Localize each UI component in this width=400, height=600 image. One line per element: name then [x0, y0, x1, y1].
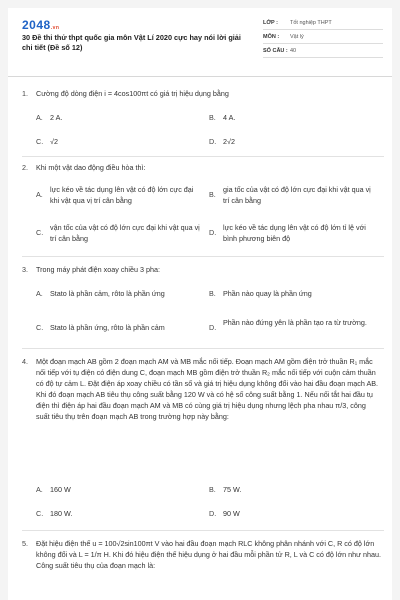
exam-page: 2048.vn 30 Đề thi thử thpt quốc gia môn Vật Lí 2020 cực hay nói lời giải chi tiết (Đề số 12) LỚP : Tốt nghiệp THPT MÔN : Vật lý SỐ CÂU : 40 1. Cường độ dòng điện i = 4cos100πt có giá trị hiệu dụng bằng A. 2 A. B. 4 A. C. √2 D. 2√2 2. Khi một vật dao động điều hòa thì: A. lực kéo về tác dụng lên vật có độ lớn cực đại khi vật qua vị trí cân bằng B. gia tốc của vật có độ lớn cực đại khi vật qua vị trí cân bằng C. vận tốc của vật có độ lớn cực đại khi vật qua vị trí cân bằng D. lực kéo về tác dụng lên vật có độ lớn tỉ lệ với bình phương biên độ 3. Trong máy phát điện xoay chiều 3 pha: A. Stato là phần cảm, rôto là phần ứng B. Phần nào quay là phần ứng C. Stato là phần ứng, rôto là phần cảm D. Phần nào đứng yên là phần tạo ra từ trường. 4. Một đoạn mạch AB gồm 2 đoạn mạch AM và MB mắc nối tiếp. Đoạn mạch AM gồm điện trở thuần R₁ mắc nối tiếp với tụ điện có điện dung C, đoạn mạch MB gồm điện trở thuần R₂ mắc nối tiếp với cuộn cảm thuần có độ tự cảm L. Đặt điện áp xoay chiều có tần số và giá trị hiệu dụng không đổi vào hai đầu đoạn mạch AB. Khi đó đoạn mạch AB tiêu thụ công suất bằng 120 W và có hệ số công suất bằng 1. Nếu nối tắt hai đầu tụ điện thì điện áp hai đầu đoạn mạch AM và MB có cùng giá trị hiệu dụng nhưng lệch pha nhau π/3, công suất tiêu thụ trên đoạn mạch AB trong trường hợp này bằng: A. 160 W B. 75 W. C. 180 W. D. 90 W 5. Đặt hiệu điện thế u = 100√2sin100πt V vào hai đầu đoạn mạch RLC không phân nhánh với C, R có độ lớn không đổi và L = 1/π H. Khi đó hiệu điện thế hiệu dụng ở hai đầu mỗi phần tử R, L và C có độ lớn như nhau. Công suất tiêu thụ của đoạn mạch là: [8, 8, 392, 600]
question-number: 1. [22, 89, 28, 98]
question-text: Cường độ dòng điện i = 4cos100πt có giá trị hiệu dụng bằng [36, 89, 229, 98]
question-number: 2. [22, 163, 28, 172]
meta-question-count: SỐ CÂU : 40 [263, 46, 383, 58]
meta-class: LỚP : Tốt nghiệp THPT [263, 18, 383, 30]
site-logo[interactable]: 2048.vn [22, 18, 60, 32]
question-text: Trong máy phát điện xoay chiều 3 pha: [36, 265, 160, 274]
question-text: Đặt hiệu điện thế u = 100√2sin100πt V vào hai đầu đoạn mạch RLC không phân nhánh với C, R có độ lớn không đổi và L = 1/π H. Khi đó hiệu điện thế hiệu dụng ở hai đầu mỗi phần tử R, L và C có độ lớn như nhau. Công suất tiêu thụ của đoạn mạch là: [36, 539, 381, 570]
question-number: 3. [22, 265, 28, 274]
exam-meta [263, 18, 383, 60]
exam-header [8, 8, 392, 70]
header-divider [8, 76, 392, 77]
question-number: 4. [22, 357, 28, 366]
question-text: Khi một vật dao động điều hòa thì: [36, 163, 146, 172]
question-divider [22, 348, 384, 349]
question-divider [22, 530, 384, 531]
question-divider [22, 256, 384, 257]
question-number: 5. [22, 539, 28, 548]
question-text: Một đoạn mạch AB gồm 2 đoạn mạch AM và MB mắc nối tiếp. Đoạn mạch AM gồm điện trở thuần R₁ mắc nối tiếp với tụ điện có điện dung C, đoạn mạch MB gồm điện trở thuần R₂ mắc nối tiếp với cuộn cảm thuần có độ tự cảm L. Đặt điện áp xoay chiều có tần số và giá trị hiệu dụng không đổi vào hai đầu đoạn mạch AB. Khi đó đoạn mạch AB tiêu thụ công suất bằng 120 W và có hệ số công suất bằng 1. Nếu nối tắt hai đầu tụ điện thì điện áp hai đầu đoạn mạch AM và MB có cùng giá trị hiệu dụng nhưng lệch pha nhau π/3, công suất tiêu thụ trên đoạn mạch AB trong trường hợp này bằng: [36, 357, 379, 421]
question-divider [22, 156, 384, 157]
exam-title: 30 Đề thi thử thpt quốc gia môn Vật Lí 2020 cực hay nói lời giải chi tiết (Đề số 12) [22, 33, 241, 52]
meta-subject: MÔN : Vật lý [263, 32, 383, 44]
